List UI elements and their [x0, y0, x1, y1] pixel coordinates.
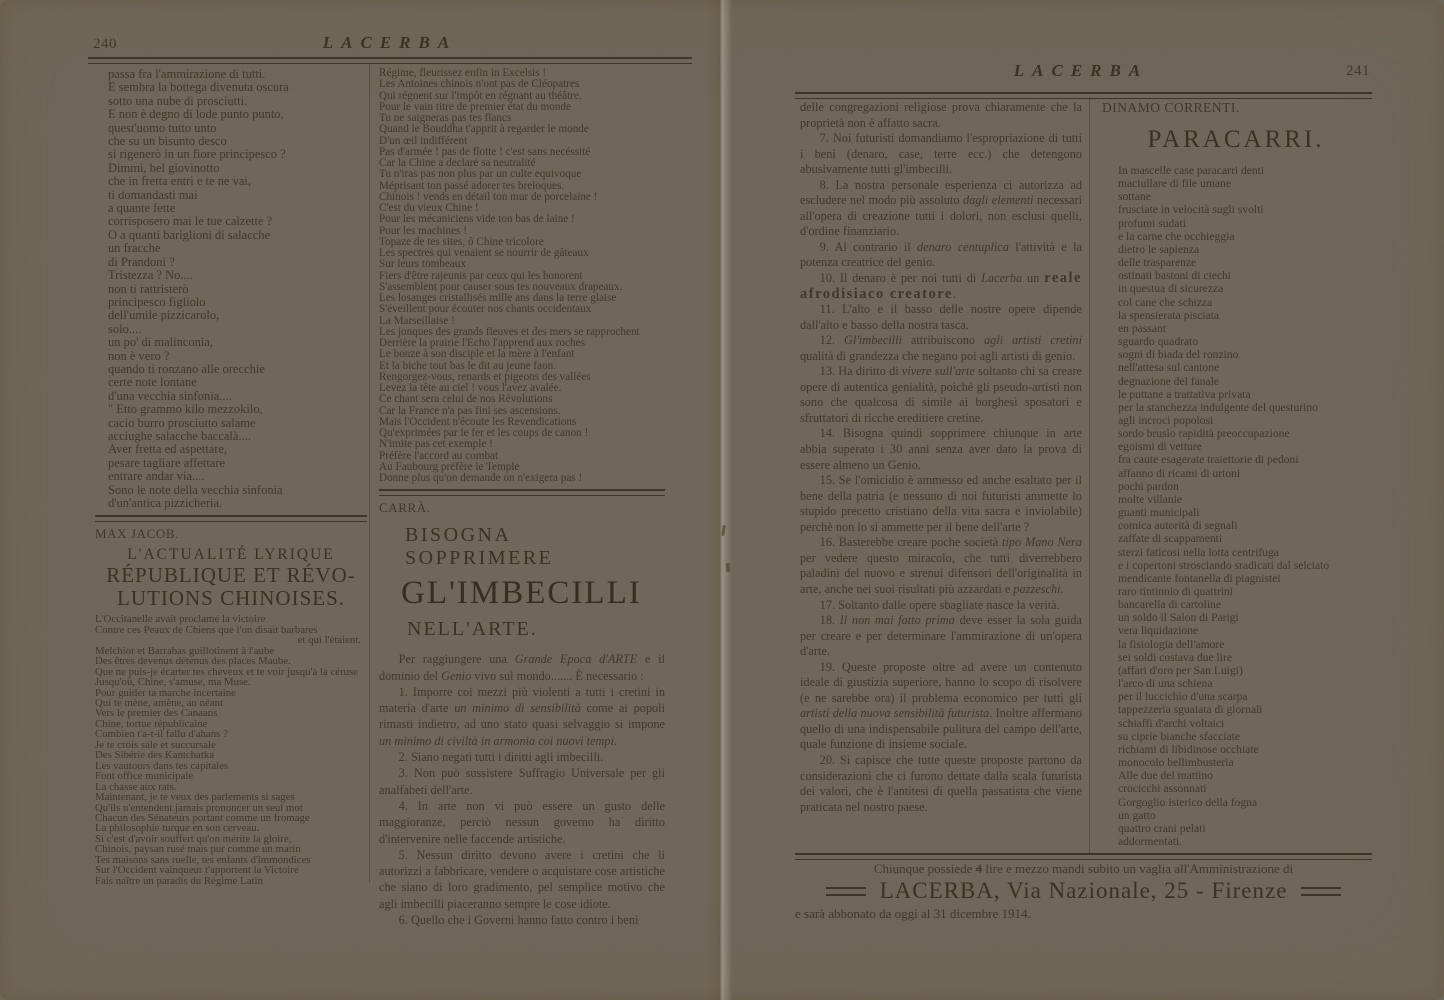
poem-line: Rengorgez-vous, renards et pigeons des vallées [379, 370, 591, 383]
poem-line: sogni di biada del ronzino [1118, 348, 1239, 362]
poem-line: Car la France n'a pas fini ses ascensions. [379, 404, 561, 417]
poem-line: Chine, tortue républicaine [95, 717, 208, 730]
poem-line: Sur leurs tombeaux [379, 258, 466, 271]
poem-line: certe note lontane [108, 375, 197, 390]
poem-line: Tu n'iras pas non plus par un culte equivoque [379, 168, 582, 181]
poem-line: addormentati. [1118, 834, 1183, 848]
poem-line: che in fretta entri e te ne vai, [108, 174, 251, 189]
poem-line: Les vautours dans tes capitales [95, 759, 229, 772]
poem-line: Jusqu'où, Chine, s'amuse, ma Muse. [95, 676, 251, 689]
poem-line: Régime, fleurissez enfin in Excelsis ! [379, 67, 547, 79]
poem-line: Si c'est d'avoir souffert qu'on mérite la gloire, [95, 832, 292, 845]
poem-line: tappezzeria sguaiata di giornali [1118, 703, 1263, 717]
poem-line: a quante fette [108, 201, 176, 216]
poem-line: cacio burro prosciutto salame [108, 415, 256, 430]
poem-line: monocolo bellimbusteria [1118, 756, 1234, 770]
page-number-right: 241 [1346, 63, 1370, 79]
poem-line: Au Faubourg préfère le Temple [379, 460, 520, 473]
poem-line: un gatto [1118, 808, 1156, 822]
poem-line: acciughe salacche baccalà.... [108, 428, 251, 443]
poem-line: La chasse aux rats. [95, 780, 177, 793]
poem-line: crocicchi assonnati [1118, 782, 1207, 796]
ink-speck [726, 563, 731, 572]
poem-line: Fais naître un paradis du Régime Latin [95, 874, 263, 887]
poem-line: per la stanchezza indulgente del questurino [1118, 400, 1318, 414]
poem-line: sterzi faticosi nella lotta centrifuga [1118, 545, 1279, 559]
poem-line: si rigenerò in un fiore principesco ? [108, 147, 286, 162]
poem-line: degnazione del fanale [1118, 374, 1220, 388]
italian-poem [95, 68, 367, 510]
poem-line: Des Sibérie des Kantchatka [95, 749, 215, 762]
manifesto-item: 12. Gl'imbecilli attribuiscono agli artisti cretini qualità di grandezza che negano poi agli artisti di genio. [800, 333, 1082, 363]
poem-line: Des êtres devenus détenus des places Maube. [95, 655, 291, 668]
manifesto-continuation: delle congregazioni religiose prova chiaramente che la proprietà non è affatto sacra. [800, 100, 1082, 130]
poem-line: Et la biche tout bas le dit au jeune faon. [379, 359, 557, 372]
poem-line: Tu ne saigneras pas tes flancs [379, 112, 512, 124]
poem-line: Pour les machines ! [379, 224, 467, 237]
poem-line: schiaffi d'archi voltaici [1118, 716, 1225, 730]
poem-line: La Marseillaise ! [379, 314, 455, 327]
manifesto-item: 15. Se l'omicidio è ammesso ed anche esaltato per il bene della patria (e nessuno di noi futuristi ammette lo stupido precetto cristiano della vita sacra e inviolabile) perchè non lo si ammette per il bene dell'arte ? [800, 473, 1082, 534]
poem-line: E non è degno di lode punto punto, [108, 107, 284, 122]
section-rule [379, 489, 665, 496]
poem-line: Pour guider ta marche incertaine [95, 686, 236, 699]
poem-line: per il luccichìo d'una scarpa [1118, 690, 1248, 704]
manifesto-item: 1. Imporre coi mezzi più violenti a tutti i cretini in materia d'arte un minimo di sensibilità come ai popoli rimasti indietro, ad uno stato quasi selvaggio si impone un minimo di civiltà in armonia coi nuovi tempi. [379, 684, 665, 748]
poem-line: mendicante fontanella di piagnistei [1118, 571, 1281, 585]
poem-line: nell'attesa sul cantone [1118, 361, 1220, 375]
manifesto-title-line2: GL'IMBECILLI [401, 575, 642, 612]
manifesto-item: 13. Ha diritto di vivere sull'arte soltanto chi sa creare opere di autentica genialità, poiché gli pseudo-artisti non sono che qualcosa di simile ai borghesi sposatori e sfruttatori di ricche ereditiere cretine. [800, 364, 1083, 425]
header-rule-left [88, 57, 692, 64]
poem-line: N'imite pas cet exemple ! [379, 438, 493, 451]
poem-line: Pour les mécaniciens vide ton bas de laine ! [379, 213, 575, 226]
poem-line: e i copertoni strosciando sradicati dal selciato [1118, 558, 1330, 572]
poem-line: Méprisant ton passé adorer tes breloques. [379, 179, 565, 192]
poem-line: Les jonques des grands fleuves et des mers se rapprochent [379, 325, 640, 338]
poem-line: zaffate di scappamenti [1118, 532, 1223, 546]
poem-line: maciullare di file umane [1118, 177, 1231, 191]
french-poem-part2 [379, 68, 665, 484]
poem-line: e la carne che occhieggia [1118, 229, 1235, 243]
author-dinamo-correnti: DINAMO CORRENTI. [1102, 100, 1240, 115]
poem-line: vera liquidazione [1118, 624, 1199, 638]
poem-line: S'éveillent pour écouter nos chants occidentaux [379, 303, 592, 316]
manifesto-item: 16. Basterebbe creare poche società tipo Mano Nera per vedere questo miracolo, che tutti diverrebbero paladini del nuovo e strenui difensori dell'originalità in arte, anche nei suoi risultati più azzardati e pazzeschi. [800, 535, 1082, 596]
poem-line: pesare tagliare affettare [108, 455, 226, 470]
poem-line: O a quanti bariglioni di salacche [108, 227, 271, 242]
poem-line: raro tintinnio di quattrini [1118, 585, 1233, 598]
poem-line: Quand le Bouddha t'apprit à regarder le monde [379, 123, 589, 136]
poem-line: Derrière la prairie l'Echo l'apprend aux roches [379, 337, 585, 349]
poem-line: Chinois, paysan rusé mais pur comme un marin [95, 843, 301, 856]
poem-line: la spensierata pisciata [1118, 308, 1220, 322]
poem-line: non è vero ? [108, 348, 170, 363]
poem-line: In mascelle case paracarri denti [1118, 164, 1265, 177]
poem-line: Alle due del mattino [1118, 769, 1213, 783]
poem-line: Les Antoines chinois n'ont pas de Cléopatres [379, 78, 580, 91]
french-poem-part1 [95, 614, 367, 886]
poem-line: Que ne puis-je écarter tes cheveux et te voir jusqu'à la céruse [95, 665, 359, 678]
poem-line: Le bonze à son disciple et la mère à l'enfant [379, 348, 575, 361]
manifesto-item: 2. Siano negati tutti i diritti agli imbecilli. [398, 750, 604, 765]
manifesto-item: 6. Quello che i Governi hanno fatto contro i beni [398, 913, 639, 927]
poem-line: in questua di sicurezza [1118, 282, 1224, 296]
poem-line: Qu'ils n'entendent jamais prononcer un seul mot [95, 801, 303, 814]
poem-line: sguardo quadrato [1118, 335, 1199, 349]
poem-line: col cane che schizza [1118, 295, 1213, 309]
manifesto-item: 14. Bisogna quindi sopprimere chiunque in arte abbia superato i 30 anni senza aver dato la prova di essere almeno un Genio. [800, 426, 1082, 472]
manifesto-item: 18. Il non mai fatto prima deve esser la sola guida per creare e per determinare l'ammirazione di un'opera d'arte. [800, 613, 1083, 659]
article-subtitle: L'ACTUALITÉ LYRIQUE [127, 546, 335, 564]
poem-line: agli incroci popolosi [1118, 413, 1214, 427]
left-page-column-1 [95, 68, 367, 886]
poem-line: " Etto grammo kilo mezzokilo, [108, 402, 263, 417]
poem-line: Qui te mène, amène, au néant [95, 697, 224, 710]
poem-line: et qui l'étaient. [297, 634, 361, 647]
manifesto-text [379, 651, 665, 928]
poem-line: Je te crois sale et succursale [95, 738, 216, 751]
poem-line: Aver fretta ed aspettare, [108, 442, 228, 457]
article-title-line1: RÉPUBLIQUE ET RÉVO- [106, 563, 356, 588]
poem-line: Sur l'Occident vainqueur t'apportent la Victoire [95, 864, 299, 877]
poem-line: corrisposero mai le tue calzette ? [108, 214, 273, 229]
poem-line: dietro le sapienza [1118, 242, 1200, 256]
poem-line: Contre ces Peaux de Chiens que l'on disait barbares [95, 623, 318, 636]
poem-line: affanno di ricami di urtoni [1118, 466, 1241, 480]
paracarri-title: PARACARRI. [1147, 126, 1325, 153]
poem-line: C'est du vieux Chine ! [379, 202, 479, 214]
poem-line: Maintenant, je te veux des parlements si sages [95, 791, 295, 804]
masthead-left: LACERBA [322, 33, 458, 52]
column-divider-left-page [369, 63, 370, 883]
poem-line: quando ti ronzano alle orecchie [108, 361, 265, 376]
manifesto-item: 5. Nessun diritto devono avere i cretini che li autorizzi a fabbricare, vendere o acquistare cose artistiche che siano di loro gradimento, pel semplice motivo che agli imbecilli piaceranno sempre le cose idiote. [379, 847, 665, 911]
poem-line: principesco figliolo [108, 294, 206, 309]
article-title-line2: LUTIONS CHINOISES. [117, 586, 345, 611]
poem-line: richiami di libidinose occhiate [1118, 742, 1259, 756]
author-carra: CARRÀ. [379, 500, 431, 516]
poem-line: Chinois ! vends en détail ton mur de porcelaine ! [379, 190, 598, 203]
poem-line: bancarella di cartoline [1118, 598, 1221, 612]
poem-line: quattro crani pelati [1118, 821, 1206, 835]
poem-line: en passant [1118, 321, 1166, 335]
poem-line: di Prandoni ? [108, 254, 175, 269]
poem-line: che su un bisunto desco [108, 134, 227, 149]
poem-line: Dimmi, bel giovinotto [108, 160, 220, 175]
right-page-column-2 [1102, 100, 1370, 848]
center-fold [706, 0, 732, 1000]
poem-line: Qui régnent sur l'impôt en régnant au théâtre. [379, 89, 582, 102]
poem-line: ostinati bastoni di ciechi [1118, 269, 1232, 283]
poem-line: d'un'antica pizzicheria. [108, 496, 223, 510]
double-dash-right [1301, 887, 1341, 896]
footer-rule [795, 853, 1372, 860]
poem-line: d'una vecchia sinfonia.... [108, 388, 232, 403]
subscription-address: LACERBA, Via Nazionale, 25 - Firenze [879, 878, 1288, 903]
poem-line: Font office municipale [95, 770, 194, 783]
poem-line: egoismi di vetture [1118, 440, 1202, 454]
poem-line: solo.... [108, 321, 142, 336]
poem-line: Combien t'a-t-il fallu d'ahans ? [95, 728, 228, 741]
header-rule-right [795, 92, 1372, 99]
poem-line: Melchior et Barrabas guillotinent à l'aube [95, 644, 275, 657]
poem-line: sotto una nube di prosciutti. [108, 93, 248, 108]
manifesto-intro: Per raggiungere una Grande Epoca d'ARTE e il dominio del Genio vivo sul mondo....... È necessario : [379, 652, 665, 683]
poem-line: Préfère l'accord au combat [379, 449, 499, 462]
poem-line: Tristezza ? No.... [108, 268, 193, 283]
masthead-right: LACERBA [1013, 61, 1149, 80]
manifesto-item: 4. In arte non vi può essere un gusto delle maggioranze, perciò nessun governo ha diritto d'intervenire nelle faccende artistiche. [379, 798, 665, 846]
poem-line: ti domandasti mai [108, 187, 198, 202]
manifesto-items-1-6 [379, 684, 665, 928]
manifesto-item: 19. Queste proposte oltre ad avere un contenuto ideale di giustizia superiore, hanno lo scopo di risolvere (e ne sarebbe ora) il problema economico per tutti gli artisti della nuova sensibilità futurista. Inoltre affermano quello di una indispensabile pulitura del campo dell'arte, quale funzione di insieme sociale. [800, 659, 1082, 752]
poem-line: sordo brusìo rapidità preoccupazione [1118, 427, 1290, 441]
poem-line: pochi pardon [1118, 479, 1179, 493]
poem-line: le puttane a trattativa privata [1118, 387, 1251, 401]
poem-line: profumi sudati [1118, 216, 1186, 230]
poem-line: Topaze de tes sites, ô Chine tricolore [379, 235, 544, 248]
poem-line: Pas d'armée ! pas de flotte ! c'est sans necéssité [379, 145, 591, 158]
manifesto-item: 20. Si capisce che tutte queste proposte partono da considerazioni che ci furono dettate dalla scala futurista dei valori, che è l'antitesi di quella passatista che viene praticata nel nostro paese. [800, 752, 1082, 814]
poem-line: Mais l'Occident n'écoute les Revendications [379, 415, 577, 428]
poem-line: delle trasparenze [1118, 256, 1197, 270]
page-number-left: 240 [93, 36, 117, 52]
poem-line: sottane [1118, 190, 1151, 204]
poem-line: L'Occitanelle avait proclamé la victoire [95, 613, 266, 626]
manifesto-item: 10. Il denaro è per noi tutti di Lacerba un reale afrodisiaco creatore. [800, 270, 1083, 302]
poem-line: Ce chant sera celui de nos Révolutions [379, 393, 553, 406]
poem-line: non ti rattristerò [108, 281, 189, 296]
manifesto-item: 17. Soltanto dalle opere sbagliate nasce la verità. [819, 597, 1060, 612]
manifesto-item: 11. L'alto e il basso delle nostre opere dipende dall'alto e basso della nostra tasca. [800, 302, 1082, 332]
poem-line: su ciprie bianche sfacciate [1118, 729, 1240, 743]
double-dash-left [826, 887, 866, 896]
poem-line: un soldo il Salon di Parigi [1118, 611, 1239, 625]
poem-line: Chacun des Sénateurs portant comme un fromage [95, 812, 310, 825]
poem-line: Tes maisons sans ruelle, tes enfants d'immondices [95, 853, 311, 866]
manifesto-item: 7. Noi futuristi domandiamo l'espropriazione di tutti i beni (denaro, case, terre ecc.) che detengono abusivamente tutti gl'imbecilli. [800, 131, 1082, 177]
manifesto-title-line1: BISOGNA SOPPRIMERE [405, 524, 554, 570]
poem-line: E sembra la bottega divenuta oscura [108, 80, 289, 95]
column-divider-right-page [1089, 97, 1090, 854]
poem-line: Car la Chine a declaré sa neutralité [379, 157, 536, 169]
poem-line: (affari d'oro per San Luigi) [1118, 663, 1243, 677]
poem-line: entrare andar via.... [108, 469, 205, 484]
right-page-column-1 [800, 100, 1082, 815]
poem-line: un po' di malinconia, [108, 335, 214, 350]
poem-line: Levez la tête au ciel ! vous l'avez avalée. [379, 382, 562, 394]
poem-line: molte villanie [1118, 492, 1183, 506]
subscription-line1: Chiunque possiede 4 lire e mezzo mandi subito un vaglia all'Amministrazione di [873, 861, 1294, 876]
manifesto-items-7-20 [800, 131, 1082, 815]
section-rule [95, 515, 367, 522]
manifesto-item: 8. La nostra personale esperienza ci autorizza ad escludere nel modo più assoluto dagli elementi necessari all'opera di creazione tutti i dolori, non esclusi quelli, d'ordine finanziario. [800, 177, 1082, 239]
poem-line: D'un œil indifférent [379, 134, 468, 147]
poem-line: Qu'exprimées par le fer et les coups de canon ! [379, 427, 589, 439]
manifesto-item: 3. Non può sussistere Suffragio Universale per gli analfabeti dell'arte. [379, 766, 665, 797]
poem-line: Sono le note della vecchia sinfonia [108, 482, 283, 497]
poem-line: fra caute esagerate traiettorie di pedoni [1118, 453, 1299, 467]
paracarri-poem [1102, 164, 1370, 848]
poem-line: Donne plus qu'on demande on n'exigera pas ! [379, 472, 583, 484]
poem-line: Fiers d'être rajeunis par ceux qui les honorent [379, 269, 583, 282]
author-max-jacob: MAX JACOB. [95, 526, 180, 542]
poem-line: passa fra l'ammirazione di tutti. [108, 67, 266, 81]
poem-line: frusciate in velocità sugli svolti [1118, 203, 1264, 217]
subscription-line2-row [795, 878, 1372, 904]
poem-line: la fisiologia dell'amore [1118, 637, 1225, 651]
poem-line: quest'uomo tutto unto [108, 120, 217, 135]
poem-line: l'arco di una schiena [1118, 677, 1213, 691]
poem-line: S'assemblent pour causer sous tes nouveaux drapeaux. [379, 280, 623, 293]
manifesto-title-line3: NELL'ARTE. [407, 618, 538, 641]
poem-line: Les losanges cristallisés mille ans dans la terre glaise [379, 292, 617, 304]
poem-line: un fracche [108, 241, 161, 256]
manifesto-item: 9. Al contrario il denaro centuplica l'attività e la potenza creatrice del genio. [800, 239, 1082, 270]
left-page-column-2 [379, 68, 665, 928]
poem-line: guanti municipali [1118, 506, 1200, 520]
poem-line: Vers le premier des Canaans [95, 707, 218, 720]
poem-line: comica autorità di segnali [1118, 519, 1238, 533]
poem-line: Pour le vain titre de premier état du monde [379, 100, 571, 113]
poem-line: dell'umile pizzicarolo, [108, 308, 220, 323]
poem-line: Gorgoglio isterico della fogna [1118, 795, 1258, 809]
subscription-line3: e sarà abbonato da oggi al 31 dicembre 1914. [795, 906, 1031, 921]
poem-line: Les spectres qui venaient se nourrir de gâteaux [379, 247, 589, 259]
subscription-notice [795, 861, 1372, 922]
poem-line: sei soldi costava due lire [1118, 650, 1232, 664]
poem-line: La philosophie turque en son cerveau. [95, 822, 260, 835]
